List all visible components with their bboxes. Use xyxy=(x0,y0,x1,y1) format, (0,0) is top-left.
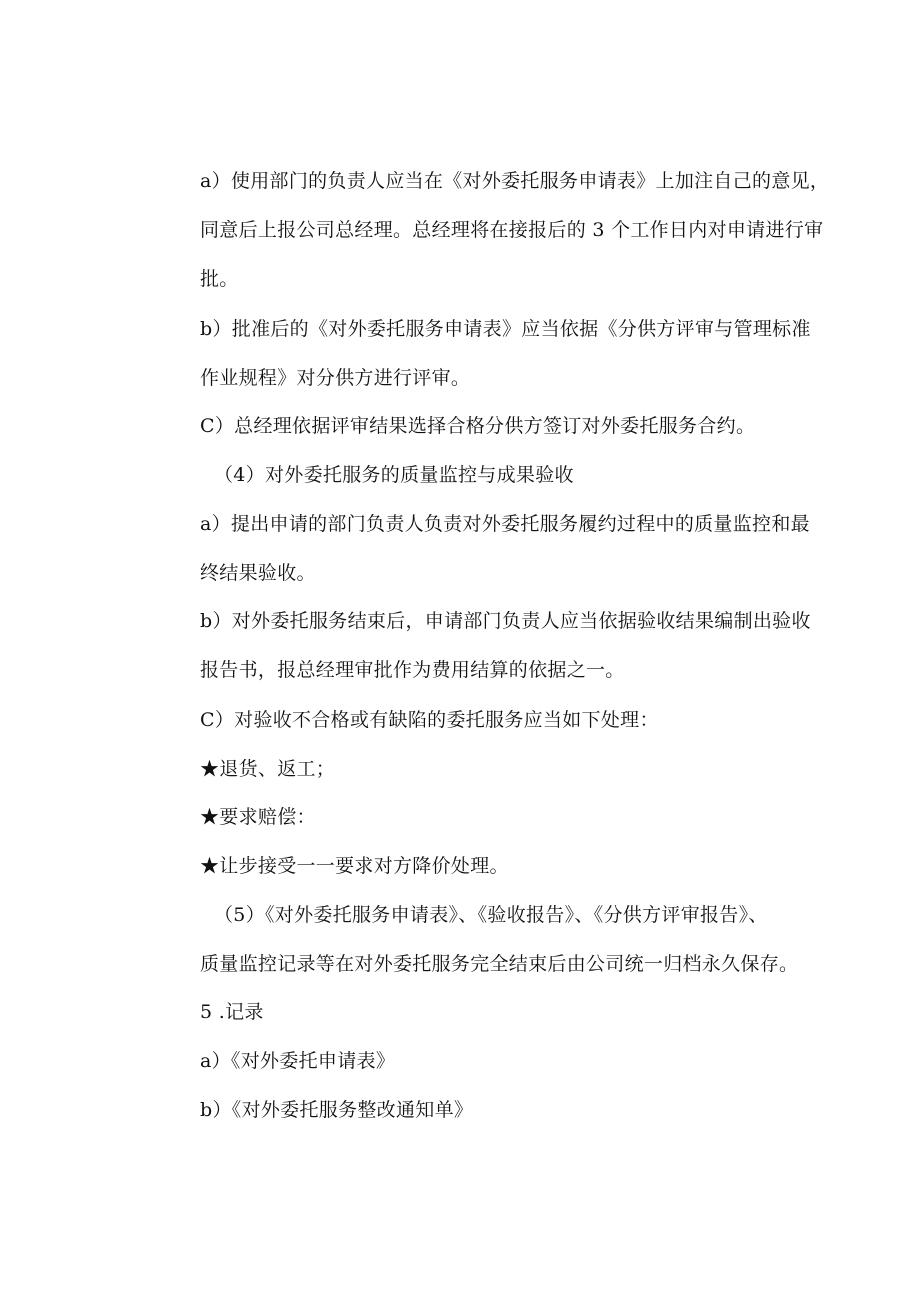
bullet-concession: ★让步接受一一要求对方降价处理。 xyxy=(200,855,509,877)
section-heading-quality-monitoring: （4）对外委托服务的质量监控与成果验收 xyxy=(214,464,574,486)
paragraph-line-b-report-2: 报告书，报总经理审批作为费用结算的依据之一。 xyxy=(200,659,625,681)
section-heading-archiving-2: 质量监控记录等在对外委托服务完全结束后由公司统一归档永久保存。 xyxy=(200,953,799,975)
paragraph-line-a-monitoring-2: 终结果验收。 xyxy=(200,562,316,584)
section-heading-records: 5 .记录 xyxy=(200,1001,264,1023)
paragraph-line-c-handling: C）对验收不合格或有缺陷的委托服务应当如下处理： xyxy=(200,709,659,731)
record-item-a: a）《对外委托申请表》 xyxy=(200,1050,396,1072)
paragraph-line-b-review-1: b）批准后的《对外委托服务申请表》应当依据《分供方评审与管理标准 xyxy=(200,318,811,340)
bullet-compensation: ★要求赔偿： xyxy=(200,806,316,828)
bullet-return-rework: ★退货、返工； xyxy=(200,758,336,780)
paragraph-line-b-report-1: b）对外委托服务结束后，申请部门负责人应当依据验收结果编制出验收 xyxy=(200,610,811,632)
paragraph-line-c-contract: C）总经理依据评审结果选择合格分供方签订对外委托服务合约。 xyxy=(200,415,756,437)
paragraph-line-a-approval-2: 同意后上报公司总经理。总经理将在接报后的 3 个工作日内对申请进行审 xyxy=(200,219,824,241)
record-item-b: b）《对外委托服务整改通知单》 xyxy=(200,1099,474,1121)
paragraph-line-a-approval-1: a）使用部门的负责人应当在《对外委托服务申请表》上加注自己的意见， xyxy=(200,170,830,192)
paragraph-line-b-review-2: 作业规程》对分供方进行评审。 xyxy=(200,367,471,389)
paragraph-line-a-approval-3: 批。 xyxy=(200,268,239,290)
paragraph-line-a-monitoring-1: a）提出申请的部门负责人负责对外委托服务履约过程中的质量监控和最 xyxy=(200,513,810,535)
section-heading-archiving-1: （5）《对外委托服务申请表》、《验收报告》、《分供方评审报告》、 xyxy=(214,904,768,926)
